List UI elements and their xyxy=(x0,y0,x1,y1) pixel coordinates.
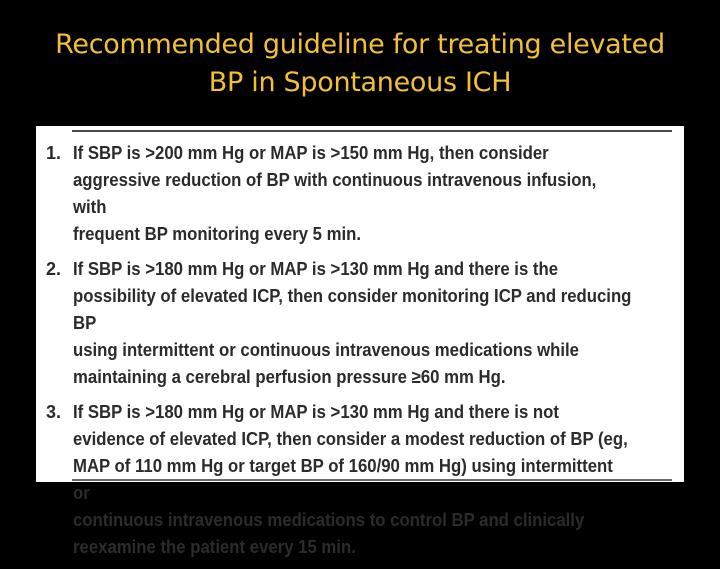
guideline-list xyxy=(46,140,674,569)
panel-top-rule xyxy=(72,130,672,132)
guideline-line: possibility of elevated ICP, then consider monitoring ICP and reducing BP xyxy=(73,286,632,333)
guideline-line: If SBP is >180 mm Hg or MAP is >130 mm Hg and there is the xyxy=(73,259,559,279)
guideline-line: MAP of 110 mm Hg or target BP of 160/90 mm Hg) using intermittent or xyxy=(73,456,613,503)
guideline-number: 1. xyxy=(46,143,62,163)
guideline-line: If SBP is >200 mm Hg or MAP is >150 mm Hg, then consider xyxy=(73,143,549,163)
guideline-line: using intermittent or continuous intravenous medications while xyxy=(73,340,579,360)
guideline-line: continuous intravenous medications to control BP and clinically xyxy=(73,510,585,530)
slide-title xyxy=(0,26,720,102)
slide-title-line-1: Recommended guideline for treating elevated xyxy=(55,29,665,60)
guideline-line: frequent BP monitoring every 5 min. xyxy=(73,224,362,244)
guideline-number: 2. xyxy=(46,259,62,279)
guideline-line: If SBP is >180 mm Hg or MAP is >130 mm Hg and there is not xyxy=(73,402,559,422)
guideline-panel xyxy=(36,126,684,557)
guideline-item-2 xyxy=(46,256,674,391)
guideline-line: aggressive reduction of BP with continuous intravenous infusion, with xyxy=(73,170,597,217)
guideline-item-1 xyxy=(46,140,674,248)
guideline-line: reexamine the patient every 15 min. xyxy=(73,537,356,557)
slide-title-line-2: BP in Spontaneous ICH xyxy=(208,67,512,98)
panel-bottom-rule xyxy=(72,479,672,481)
guideline-line: evidence of elevated ICP, then consider a modest reduction of BP (eg, xyxy=(73,429,628,449)
guideline-text xyxy=(73,256,632,391)
guideline-number: 3. xyxy=(46,402,62,422)
guideline-line: maintaining a cerebral perfusion pressure ≥60 mm Hg. xyxy=(73,367,506,387)
guideline-text xyxy=(73,140,632,248)
